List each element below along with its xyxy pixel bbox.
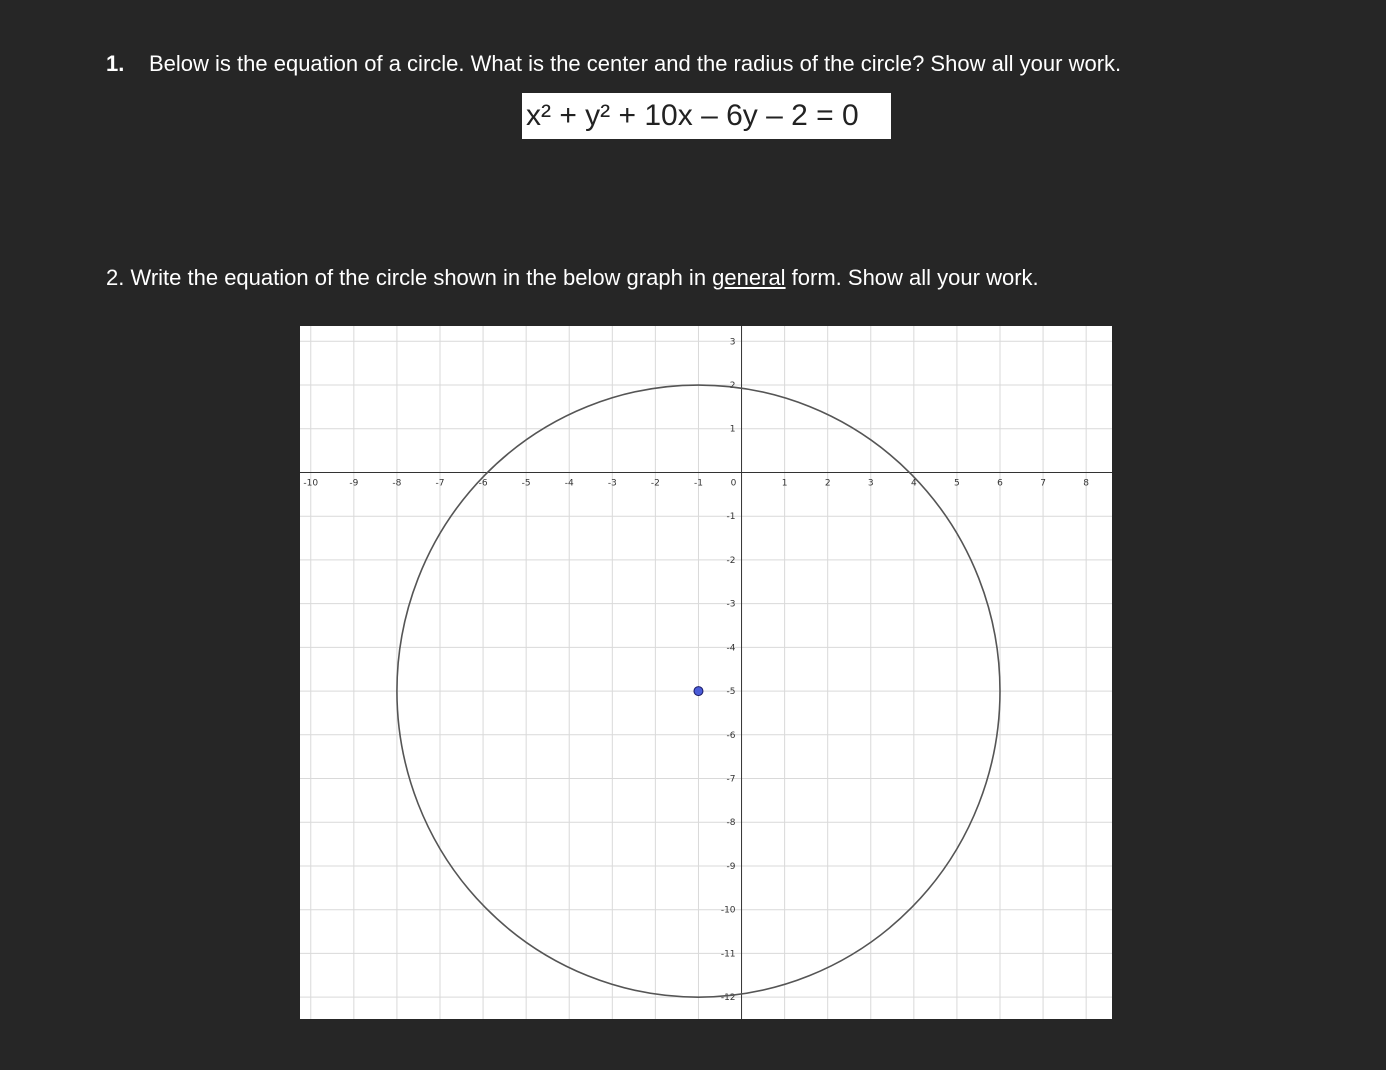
tick-labels (303, 337, 1089, 1003)
y-tick-label: 2 (729, 381, 736, 392)
x-tick-label: 7 (1040, 478, 1046, 489)
x-tick-label: 2 (824, 478, 831, 489)
y-tick-label: -12 (720, 993, 736, 1004)
x-tick-label: -3 (607, 478, 617, 489)
y-tick-label: -2 (726, 555, 736, 566)
x-tick-label: 1 (781, 478, 788, 489)
x-tick-label: -9 (349, 478, 359, 489)
x-tick-label: -2 (650, 478, 660, 489)
y-tick-label: -7 (726, 774, 736, 785)
x-tick-label: -8 (392, 478, 402, 489)
y-tick-label: -11 (720, 949, 736, 960)
x-tick-label: 8 (1083, 478, 1090, 489)
y-tick-label: -6 (726, 730, 736, 741)
circle-equation: x² + y² + 10x – 6y – 2 = 0 (522, 93, 891, 139)
y-tick-label: -3 (726, 599, 736, 610)
y-tick-label: 1 (729, 424, 736, 435)
y-tick-label: -8 (726, 818, 736, 829)
x-tick-label: 5 (954, 478, 960, 489)
x-tick-label: 4 (910, 478, 917, 489)
question-1 (106, 50, 1121, 78)
center-point-group (694, 687, 703, 696)
y-tick-label: -9 (726, 861, 736, 872)
x-tick-label: -5 (521, 478, 531, 489)
question-1-number: 1. (106, 51, 125, 76)
circle-graph (300, 326, 1112, 1019)
question-2 (106, 264, 1039, 292)
x-tick-label: -6 (478, 478, 488, 489)
question-2-prompt-end: form. Show all your work. (785, 265, 1039, 290)
center-point (694, 687, 703, 696)
y-tick-label: -10 (720, 905, 736, 916)
question-2-prompt-start: 2. Write the equation of the circle shown in the below graph in (106, 265, 713, 290)
y-tick-label: -4 (726, 643, 736, 654)
axes (300, 326, 1112, 1019)
x-tick-label: -4 (564, 478, 574, 489)
x-tick-label: 6 (997, 478, 1003, 489)
x-tick-label: 0 (730, 478, 737, 489)
question-1-prompt: Below is the equation of a circle. What is the center and the radius of the circle? Show all your work. (149, 51, 1122, 76)
x-tick-label: -7 (435, 478, 445, 489)
question-2-emphasis: general (712, 265, 786, 290)
graph-canvas (300, 326, 1112, 1019)
x-tick-label: 3 (867, 478, 874, 489)
x-tick-label: -10 (303, 478, 319, 489)
grid-lines (300, 326, 1112, 1019)
y-tick-label: 3 (729, 337, 736, 348)
y-tick-label: -5 (726, 687, 736, 698)
y-tick-label: -1 (726, 512, 736, 523)
x-tick-label: -1 (693, 478, 703, 489)
